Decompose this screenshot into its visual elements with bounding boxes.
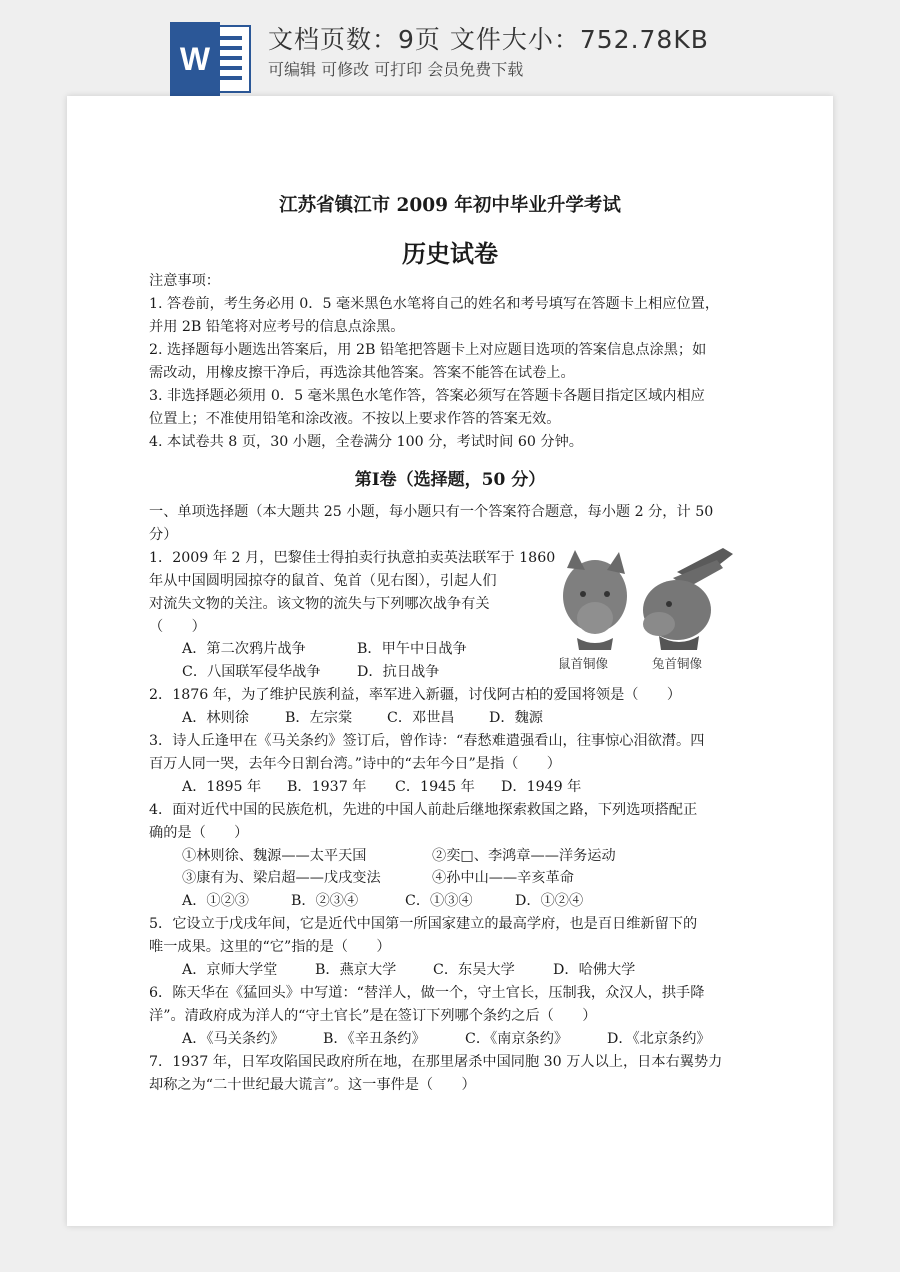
part-heading: 第Ⅰ卷（选择题，50 分） xyxy=(354,470,546,490)
rat-head-caption: 鼠首铜像 xyxy=(558,656,609,671)
notice-line: 4. 本试卷共 8 页，30 小题，全卷满分 100 分，考试时间 60 分钟。 xyxy=(149,434,583,450)
question-3-option-b: B．1937 年 xyxy=(287,779,367,795)
question-5-option-b: B．燕京大学 xyxy=(315,962,397,978)
question-4-pair-4: ④孙中山——辛亥革命 xyxy=(432,870,574,886)
question-5-option-c: C．东吴大学 xyxy=(433,962,515,978)
question-1-option-a: A．第二次鸦片战争 xyxy=(182,641,306,657)
question-1-text: 年从中国圆明园掠夺的鼠首、兔首（见右图），引起人们 xyxy=(149,573,497,589)
question-1-text: 1．2009 年 2 月，巴黎佳士得拍卖行执意拍卖英法联军于 1860 xyxy=(149,550,556,566)
question-3-text: 百万人同一哭，去年今日割台湾。”诗中的“去年今日”是指（ ） xyxy=(149,756,561,772)
question-4-text: 4．面对近代中国的民族危机，先进的中国人前赴后继地探索救国之路，下列选项搭配正 xyxy=(149,802,698,818)
word-icon-letter: W xyxy=(179,41,211,77)
question-2-option-c: C．邓世昌 xyxy=(387,710,455,726)
question-7-text: 却称之为“二十世纪最大谎言”。这一事件是（ ） xyxy=(149,1077,476,1093)
question-3-option-a: A．1895 年 xyxy=(182,779,262,795)
section-intro: 一、单项选择题（本大题共 25 小题，每小题只有一个答案符合题意，每小题 2 分，计 50 xyxy=(149,504,714,520)
notice-line: 并用 2B 铅笔将对应考号的信息点涂黑。 xyxy=(149,319,405,335)
question-2-text: 2．1876 年，为了维护民族利益，率军进入新疆，讨伐阿古柏的爱国将领是（ ） xyxy=(149,687,682,703)
question-3-option-c: C．1945 年 xyxy=(395,779,475,795)
question-6-text: 洋”。清政府成为洋人的“守土官长”是在签订下列哪个条约之后（ ） xyxy=(149,1008,597,1024)
notice-line: 位置上；不准使用铅笔和涂改液。不按以上要求作答的答案无效。 xyxy=(149,411,561,427)
question-4-text: 确的是（ ） xyxy=(149,825,249,841)
question-1-text: 对流失文物的关注。该文物的流失与下列哪次战争有关 xyxy=(149,596,490,612)
question-6-option-c: C．《南京条约》 xyxy=(465,1031,569,1047)
question-1-option-d: D．抗日战争 xyxy=(357,664,440,680)
rabbit-head-caption: 兔首铜像 xyxy=(652,656,703,671)
question-4-pair-3: ③康有为、梁启超——戊戌变法 xyxy=(182,870,381,886)
question-5-text: 唯一成果。这里的“它”指的是（ ） xyxy=(149,939,391,955)
question-3-option-d: D．1949 年 xyxy=(501,779,582,795)
question-6-option-b: B．《辛丑条约》 xyxy=(323,1031,426,1047)
question-4-option-a: A．①②③ xyxy=(182,893,249,909)
question-4-option-c: C．①③④ xyxy=(405,893,473,909)
exam-title: 江苏省镇江市 2009 年初中毕业升学考试 xyxy=(279,195,621,216)
question-6-option-a: A．《马关条约》 xyxy=(182,1031,285,1047)
question-2-option-a: A．林则徐 xyxy=(182,710,249,726)
download-banner xyxy=(0,0,900,96)
question-1-text: （ ） xyxy=(149,619,206,635)
question-6-option-d: D．《北京条约》 xyxy=(607,1031,711,1047)
exam-paper-page xyxy=(67,96,833,1226)
question-4-pair-2: ②奕□、李鸿章——洋务运动 xyxy=(432,848,616,864)
subject-title: 历史试卷 xyxy=(402,239,498,268)
notice-line: 3. 非选择题必须用 0．5 毫米黑色水笔作答，答案必须写在答题卡各题目指定区域内相应 xyxy=(149,388,705,404)
question-5-option-d: D．哈佛大学 xyxy=(553,962,636,978)
file-info-title: 文档页数：9页 文件大小：752.78KB xyxy=(268,25,709,54)
question-4-pair-1: ①林则徐、魏源——太平天国 xyxy=(182,848,367,864)
notice-line: 2. 选择题每小题选出答案后，用 2B 铅笔把答题卡上对应题目选项的答案信息点涂黑；如 xyxy=(149,342,707,358)
question-5-option-a: A．京师大学堂 xyxy=(182,962,278,978)
notice-line: 需改动，用橡皮擦干净后，再选涂其他答案。答案不能答在试卷上。 xyxy=(149,365,575,381)
section-intro: 分） xyxy=(149,527,178,543)
question-7-text: 7．1937 年，日军攻陷国民政府所在地，在那里屠杀中国同胞 30 万人以上，日本右翼势力 xyxy=(149,1054,723,1070)
notice-line: 1. 答卷前，考生务必用 0．5 毫米黑色水笔将自己的姓名和考号填写在答题卡上相应位置， xyxy=(149,296,720,312)
question-1-option-b: B．甲午中日战争 xyxy=(357,641,467,657)
question-4-option-d: D．①②④ xyxy=(515,893,584,909)
question-1-option-c: C．八国联军侵华战争 xyxy=(182,664,321,680)
question-2-option-b: B．左宗棠 xyxy=(285,710,353,726)
notice-heading: 注意事项： xyxy=(149,273,220,289)
question-6-text: 6．陈天华在《猛回头》中写道：“替洋人，做一个，守土官长，压制我，众汉人，拱手降 xyxy=(149,985,705,1001)
question-4-option-b: B．②③④ xyxy=(291,893,359,909)
word-document-icon xyxy=(170,22,252,96)
question-3-text: 3．诗人丘逢甲在《马关条约》签订后，曾作诗：“春愁难遣强看山，往事惊心泪欲潸。四 xyxy=(149,733,705,749)
question-5-text: 5．它设立于戊戌年间，它是近代中国第一所国家建立的最高学府，也是百日维新留下的 xyxy=(149,916,698,932)
file-features-subtitle: 可编辑 可修改 可打印 会员免费下载 xyxy=(268,60,524,79)
question-2-option-d: D．魏源 xyxy=(489,710,543,726)
